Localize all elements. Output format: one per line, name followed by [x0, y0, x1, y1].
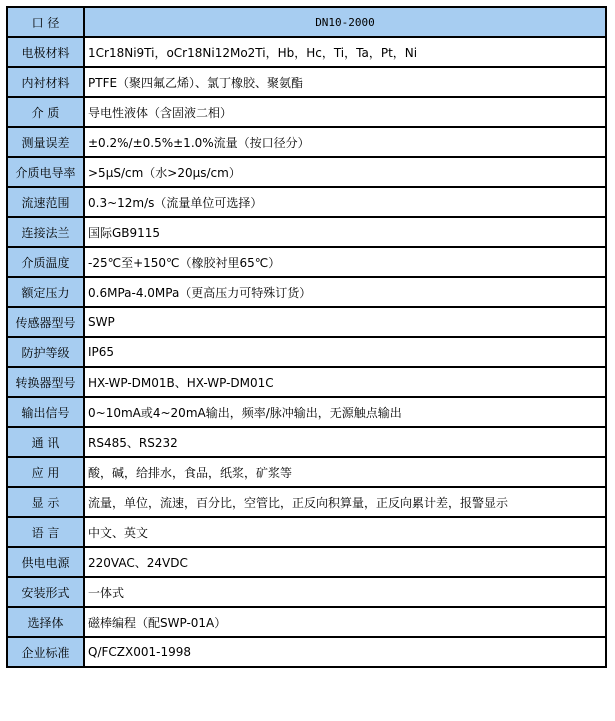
table-row	[7, 607, 606, 637]
table-row	[7, 397, 606, 427]
row-label: 额定压力	[7, 277, 84, 307]
row-label: 应 用	[7, 457, 84, 487]
row-value: 国际GB9115	[84, 217, 606, 247]
row-label: 转换器型号	[7, 367, 84, 397]
table-row	[7, 127, 606, 157]
row-value: >5μS/cm（水>20μs/cm）	[84, 157, 606, 187]
row-value: PTFE（聚四氟乙烯）、氯丁橡胶、聚氨酯	[84, 67, 606, 97]
row-label: 流速范围	[7, 187, 84, 217]
row-value: 0.6MPa-4.0MPa（更高压力可特殊订货）	[84, 277, 606, 307]
row-value: ±0.2%/±0.5%±1.0%流量（按口径分）	[84, 127, 606, 157]
row-label: 安装形式	[7, 577, 84, 607]
row-label: 企业标准	[7, 637, 84, 667]
row-label: 介 质	[7, 97, 84, 127]
row-label: 显 示	[7, 487, 84, 517]
table-row	[7, 517, 606, 547]
row-label: 输出信号	[7, 397, 84, 427]
row-value: 220VAC、24VDC	[84, 547, 606, 577]
row-label: 测量误差	[7, 127, 84, 157]
table-row	[7, 247, 606, 277]
row-label: 介质温度	[7, 247, 84, 277]
row-value: -25℃至+150℃（橡胶衬里65℃）	[84, 247, 606, 277]
row-value: RS485、RS232	[84, 427, 606, 457]
table-row	[7, 367, 606, 397]
table-row	[7, 457, 606, 487]
table-row	[7, 307, 606, 337]
table-row	[7, 37, 606, 67]
row-label: 通 讯	[7, 427, 84, 457]
table-row	[7, 157, 606, 187]
row-label: 电极材料	[7, 37, 84, 67]
row-label: 供电电源	[7, 547, 84, 577]
row-value: IP65	[84, 337, 606, 367]
table-row	[7, 487, 606, 517]
row-label: 连接法兰	[7, 217, 84, 247]
row-label: 传感器型号	[7, 307, 84, 337]
table-row	[7, 547, 606, 577]
row-value: 一体式	[84, 577, 606, 607]
table-row	[7, 277, 606, 307]
table-header-row	[7, 7, 606, 37]
table-row	[7, 337, 606, 367]
table-row	[7, 217, 606, 247]
row-value: 1Cr18Ni9Ti，oCr18Ni12Mo2Ti，Hb，Hc，Ti，Ta，Pt，Ni	[84, 37, 606, 67]
row-value: 0.3~12m/s（流量单位可选择）	[84, 187, 606, 217]
row-value: 中文、英文	[84, 517, 606, 547]
row-value: 酸，碱，给排水，食品，纸浆，矿浆等	[84, 457, 606, 487]
row-value: 流量，单位，流速，百分比，空管比，正反向积算量，正反向累计差，报警显示	[84, 487, 606, 517]
row-value: SWP	[84, 307, 606, 337]
table-row	[7, 427, 606, 457]
row-label: 语 言	[7, 517, 84, 547]
table-row	[7, 97, 606, 127]
specification-table	[6, 6, 607, 668]
row-value: Q/FCZX001-1998	[84, 637, 606, 667]
table-row	[7, 67, 606, 97]
row-value: HX-WP-DM01B、HX-WP-DM01C	[84, 367, 606, 397]
row-value: 0~10mA或4~20mA输出，频率/脉冲输出，无源触点输出	[84, 397, 606, 427]
row-label: 介质电导率	[7, 157, 84, 187]
table-row	[7, 187, 606, 217]
row-value: 导电性液体（含固液二相）	[84, 97, 606, 127]
table-row	[7, 637, 606, 667]
row-label: 防护等级	[7, 337, 84, 367]
row-value: 磁棒编程（配SWP-01A）	[84, 607, 606, 637]
header-label: 口 径	[7, 7, 84, 37]
row-label: 内衬材料	[7, 67, 84, 97]
header-value: DN10-2000	[84, 7, 606, 37]
table-row	[7, 577, 606, 607]
row-label: 选择体	[7, 607, 84, 637]
